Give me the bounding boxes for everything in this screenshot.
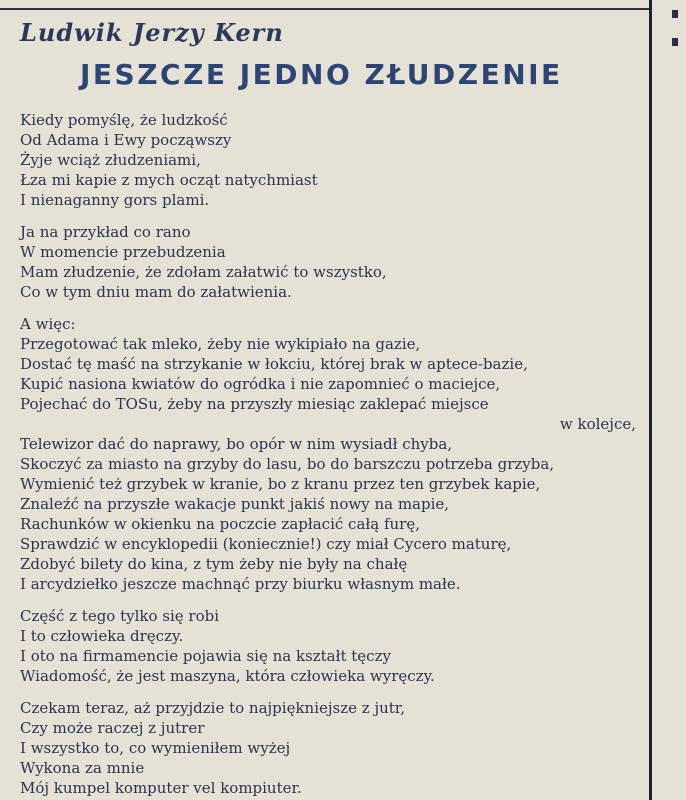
stanza: [20, 222, 636, 302]
poem-line: Czekam teraz, aż przyjdzie to najpiękniejsze z jutr,: [20, 699, 406, 717]
poem-line: I to człowieka dręczy.: [20, 627, 184, 645]
poem-line: Przegotować tak mleko, żeby nie wykipiało na gazie,: [20, 335, 421, 353]
poem-line: Mój kumpel komputer vel kompiuter.: [20, 779, 302, 797]
poem-title: JESZCZE JEDNO ZŁUDZENIE: [80, 58, 563, 91]
poem-line: Kiedy pomyślę, że ludzkość: [20, 111, 228, 129]
poem-line-continuation: w kolejce,: [559, 415, 636, 433]
author-name: Ludwik Jerzy Kern: [20, 18, 284, 47]
poem-line: Telewizor dać do naprawy, bo opór w nim wysiadł chyba,: [20, 435, 453, 453]
edge-mark: [672, 10, 678, 18]
edge-mark: [672, 38, 678, 46]
poem-line: I oto na firmamencie pojawia się na kształt tęczy: [20, 647, 391, 665]
poem-line: Rachunków w okienku na poczcie zapłacić całą furę,: [20, 515, 420, 533]
poem-line: Kupić nasiona kwiatów do ogródka i nie zapomnieć o maciejce,: [20, 375, 501, 393]
stanza: [20, 314, 636, 594]
poem-line: I arcydziełko jeszcze machnąć przy biurku własnym małe.: [20, 575, 461, 593]
poem-line: I wszystko to, co wymieniłem wyżej: [20, 739, 291, 757]
poem-line: Znaleźć na przyszłe wakacje punkt jakiś nowy na mapie,: [20, 495, 450, 513]
poem-line: Część z tego tylko się robi: [20, 607, 220, 625]
poem-line: Mam złudzenie, że zdołam załatwić to wszystko,: [20, 263, 387, 281]
stanza: [20, 606, 636, 686]
poem-line: Wykona za mnie: [20, 759, 145, 777]
poem-line: Pojechać do TOSu, żeby na przyszły miesiąc zaklepać miejsce: [20, 395, 489, 413]
poem-line: Co w tym dniu mam do załatwienia.: [20, 283, 292, 301]
poem-line: Łza mi kapie z mych ocząt natychmiast: [20, 171, 318, 189]
poem-line: Dostać tę maść na strzykanie w łokciu, której brak w aptece-bazie,: [20, 355, 528, 373]
poem-line: Wymienić też grzybek w kranie, bo z kranu przez ten grzybek kapie,: [20, 475, 541, 493]
poem-line: Skoczyć za miasto na grzyby do lasu, bo do barszczu potrzeba grzyba,: [20, 455, 555, 473]
poem-line: Od Adama i Ewy począwszy: [20, 131, 232, 149]
poem-line: Żyje wciąż złudzeniami,: [20, 151, 201, 169]
poem-line: Wiadomość, że jest maszyna, która człowieka wyręczy.: [20, 667, 435, 685]
top-border-rule: [0, 8, 650, 10]
stanza: [20, 110, 636, 210]
poem-line: Zdobyć bilety do kina, z tym żeby nie były na chałę: [20, 555, 408, 573]
poem-line: A więc:: [20, 315, 76, 333]
poem-line: Czy może raczej z jutrer: [20, 719, 205, 737]
right-border-rule: [649, 0, 652, 800]
poem-line: Sprawdzić w encyklopedii (koniecznie!) czy miał Cycero maturę,: [20, 535, 512, 553]
poem-body: [20, 110, 636, 800]
poem-line: I nienaganny gors plami.: [20, 191, 210, 209]
poem-line: Ja na przykład co rano: [20, 223, 191, 241]
poem-line: W momencie przebudzenia: [20, 243, 226, 261]
stanza: [20, 698, 636, 798]
